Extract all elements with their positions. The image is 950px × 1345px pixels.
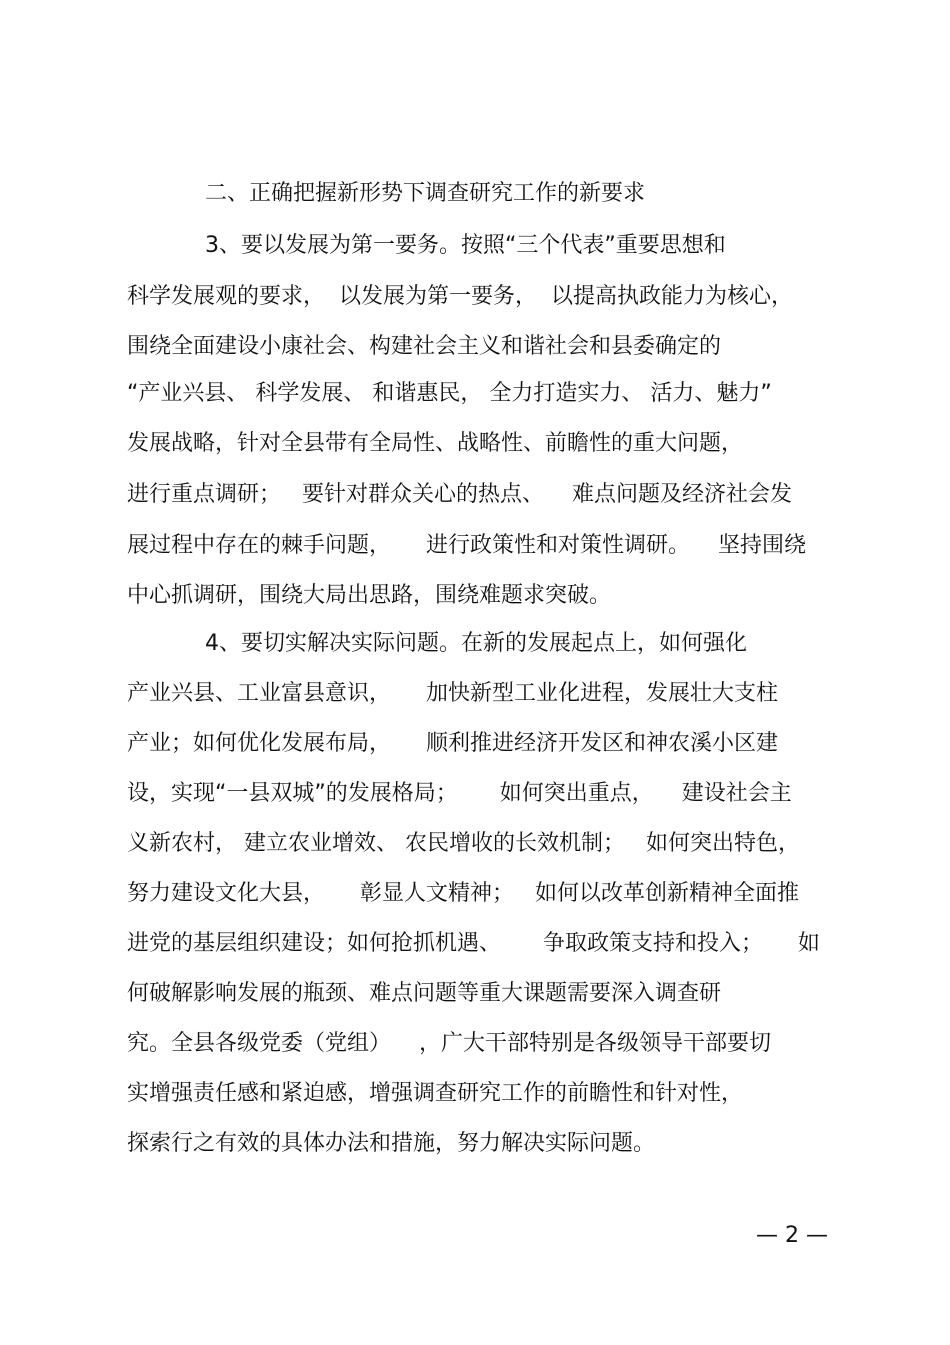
paragraph-line: 进行重点调研； 要针对群众关心的热点、 难点问题及经济社会发 [127,482,792,507]
paragraph-line: 4、要切实解决实际问题。在新的发展起点上，如何强化 [205,631,747,656]
paragraph-line: 中心抓调研，围绕大局出思路，围绕难题求突破。 [127,583,612,608]
paragraph-line: 义新农村， 建立农业增效、 农民增收的长效机制； 如何突出特色， [127,831,800,856]
paragraph-line: 何破解影响发展的瓶颈、难点问题等重大课题需要深入调查研 [127,981,722,1006]
paragraph-line: 围绕全面建设小康社会、构建社会主义和谐社会和县委确定的 [127,334,722,359]
paragraph-line: 设，实现“一县双城”的发展格局； 如何突出重点， 建设社会主 [127,781,792,806]
paragraph-line: 究。全县各级党委（党组） ，广大干部特别是各级领导干部要切 [127,1031,771,1056]
paragraph-line: 进党的基层组织建设；如何抢抓机遇、 争取政策支持和投入； 如 [127,931,820,956]
section-heading: 二、正确把握新形势下调查研究工作的新要求 [205,181,646,206]
paragraph-line: 努力建设文化大县， 彰显人文精神； 如何以改革创新精神全面推 [127,881,799,906]
paragraph-line: 实增强责任感和紧迫感，增强调查研究工作的前瞻性和针对性， [127,1081,744,1106]
paragraph-line: 发展战略，针对全县带有全局性、战略性、前瞻性的重大问题， [127,431,744,456]
paragraph-line: “产业兴县、 科学发展、 和谐惠民， 全力打造实力、 活力、魅力” [127,381,772,406]
paragraph-line: 产业兴县、工业富县意识， 加快新型工业化进程，发展壮大支柱 [127,681,778,706]
paragraph-line: 展过程中存在的棘手问题， 进行政策性和对策性调研。 坚持围绕 [127,533,806,558]
paragraph-line: 科学发展观的要求， 以发展为第一要务， 以提高执政能力为核心， [127,284,793,309]
paragraph-line: 产业；如何优化发展布局， 顺利推进经济开发区和神农溪小区建 [127,731,778,756]
paragraph-line: 探索行之有效的具体办法和措施，努力解决实际问题。 [127,1131,656,1156]
paragraph-line: 3、要以发展为第一要务。按照“三个代表”重要思想和 [205,233,726,258]
page-number: — 2 — [756,1223,828,1248]
